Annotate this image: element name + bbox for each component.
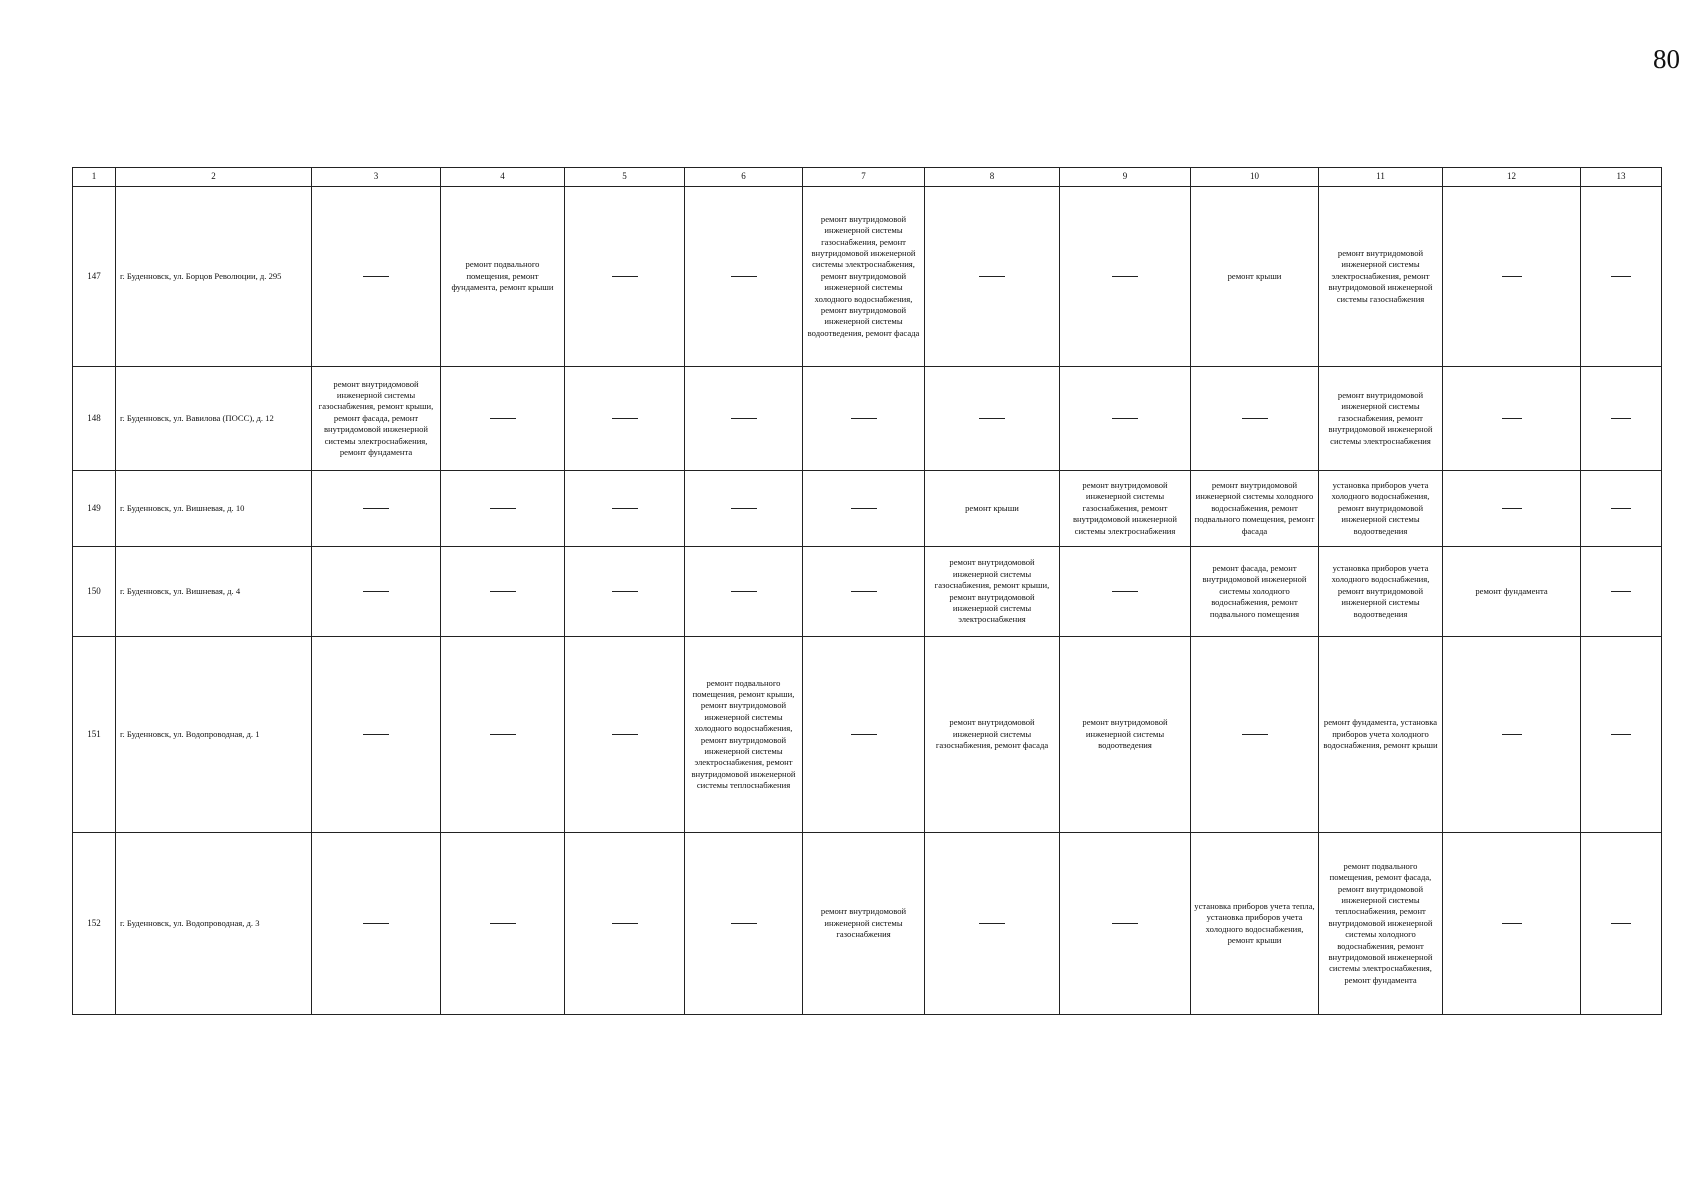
empty-dash xyxy=(363,586,389,597)
work-cell-col-7: ремонт внутридомовой инженерной системы газоснабжения, ремонт внутридомовой инженерной системы электроснабжения, ремонт внутридомовой инженерной системы холодного водоснабжения, ремонт внутридомовой инженерной системы водоотведения, ремонт фасада xyxy=(803,187,925,367)
row-number: 147 xyxy=(73,187,116,367)
empty-dash xyxy=(731,586,757,597)
work-cell-col-7 xyxy=(803,547,925,637)
work-cell-col-12 xyxy=(1443,833,1581,1015)
work-cell-col-6: ремонт подвального помещения, ремонт крыши, ремонт внутридомовой инженерной системы холодного водоснабжения, ремонт внутридомовой инженерной системы электроснабжения, ремонт внутридомовой инженерной системы теплоснабжения xyxy=(685,637,803,833)
work-cell-col-7 xyxy=(803,471,925,547)
column-header: 1 xyxy=(73,168,116,187)
work-cell-col-8 xyxy=(925,187,1060,367)
empty-dash xyxy=(1242,413,1268,424)
column-header: 5 xyxy=(565,168,685,187)
work-cell-col-11: установка приборов учета холодного водоснабжения, ремонт внутридомовой инженерной системы водоотведения xyxy=(1319,471,1443,547)
work-cell-col-10: ремонт фасада, ремонт внутридомовой инженерной системы холодного водоснабжения, ремонт подвального помещения xyxy=(1191,547,1319,637)
work-cell-col-13 xyxy=(1581,187,1662,367)
empty-dash xyxy=(1611,586,1631,597)
empty-dash xyxy=(612,586,638,597)
address-cell: г. Буденновск, ул. Вавилова (ПОСС), д. 12 xyxy=(116,367,312,471)
table-row xyxy=(73,833,1662,1015)
empty-dash xyxy=(612,729,638,740)
empty-dash xyxy=(979,271,1005,282)
work-cell-col-7: ремонт внутридомовой инженерной системы газоснабжения xyxy=(803,833,925,1015)
page-number: 80 xyxy=(1653,44,1680,74)
table-row xyxy=(73,471,1662,547)
work-cell-col-8: ремонт крыши xyxy=(925,471,1060,547)
work-cell-col-8: ремонт внутридомовой инженерной системы газоснабжения, ремонт крыши, ремонт внутридомовой инженерной системы электроснабжения xyxy=(925,547,1060,637)
work-cell-col-13 xyxy=(1581,367,1662,471)
address-cell: г. Буденновск, ул. Борцов Революции, д. 295 xyxy=(116,187,312,367)
column-header: 11 xyxy=(1319,168,1443,187)
work-cell-col-3 xyxy=(312,471,441,547)
table-row xyxy=(73,187,1662,367)
empty-dash xyxy=(1502,503,1522,514)
work-cell-col-9 xyxy=(1060,187,1191,367)
empty-dash xyxy=(490,918,516,929)
work-cell-col-13 xyxy=(1581,833,1662,1015)
empty-dash xyxy=(731,503,757,514)
empty-dash xyxy=(612,918,638,929)
table-row xyxy=(73,637,1662,833)
column-header: 9 xyxy=(1060,168,1191,187)
empty-dash xyxy=(612,503,638,514)
table-row xyxy=(73,367,1662,471)
empty-dash xyxy=(490,586,516,597)
work-cell-col-11: установка приборов учета холодного водоснабжения, ремонт внутридомовой инженерной системы водоотведения xyxy=(1319,547,1443,637)
empty-dash xyxy=(490,729,516,740)
column-header: 12 xyxy=(1443,168,1581,187)
repair-schedule-table xyxy=(72,167,1662,1015)
work-cell-col-7 xyxy=(803,637,925,833)
empty-dash xyxy=(851,413,877,424)
work-cell-col-10: ремонт крыши xyxy=(1191,187,1319,367)
work-cell-col-11: ремонт подвального помещения, ремонт фасада, ремонт внутридомовой инженерной системы теплоснабжения, ремонт внутридомовой инженерной системы холодного водоснабжения, ремонт внутридомовой инженерной системы электроснабжения, ремонт фундамента xyxy=(1319,833,1443,1015)
empty-dash xyxy=(363,503,389,514)
work-cell-col-13 xyxy=(1581,471,1662,547)
work-cell-col-7 xyxy=(803,367,925,471)
work-cell-col-11: ремонт фундамента, установка приборов учета холодного водоснабжения, ремонт крыши xyxy=(1319,637,1443,833)
work-cell-col-12 xyxy=(1443,637,1581,833)
empty-dash xyxy=(1112,918,1138,929)
column-header: 10 xyxy=(1191,168,1319,187)
column-header: 3 xyxy=(312,168,441,187)
work-cell-col-9: ремонт внутридомовой инженерной системы водоотведения xyxy=(1060,637,1191,833)
column-header: 8 xyxy=(925,168,1060,187)
empty-dash xyxy=(979,413,1005,424)
work-cell-col-5 xyxy=(565,833,685,1015)
empty-dash xyxy=(363,918,389,929)
address-cell: г. Буденновск, ул. Вишневая, д. 10 xyxy=(116,471,312,547)
empty-dash xyxy=(612,413,638,424)
empty-dash xyxy=(979,918,1005,929)
work-cell-col-6 xyxy=(685,833,803,1015)
work-cell-col-10 xyxy=(1191,367,1319,471)
empty-dash xyxy=(1242,729,1268,740)
empty-dash xyxy=(363,729,389,740)
work-cell-col-10 xyxy=(1191,637,1319,833)
work-cell-col-5 xyxy=(565,187,685,367)
work-cell-col-5 xyxy=(565,367,685,471)
empty-dash xyxy=(1611,918,1631,929)
row-number: 150 xyxy=(73,547,116,637)
work-cell-col-4 xyxy=(441,471,565,547)
column-header: 4 xyxy=(441,168,565,187)
work-cell-col-12 xyxy=(1443,367,1581,471)
empty-dash xyxy=(851,586,877,597)
work-cell-col-11: ремонт внутридомовой инженерной системы электроснабжения, ремонт внутридомовой инженерной системы газоснабжения xyxy=(1319,187,1443,367)
work-cell-col-12: ремонт фундамента xyxy=(1443,547,1581,637)
work-cell-col-6 xyxy=(685,547,803,637)
empty-dash xyxy=(490,503,516,514)
work-cell-col-8 xyxy=(925,833,1060,1015)
work-cell-col-6 xyxy=(685,187,803,367)
work-cell-col-6 xyxy=(685,367,803,471)
empty-dash xyxy=(731,918,757,929)
empty-dash xyxy=(731,271,757,282)
address-cell: г. Буденновск, ул. Водопроводная, д. 1 xyxy=(116,637,312,833)
work-cell-col-5 xyxy=(565,547,685,637)
work-cell-col-12 xyxy=(1443,471,1581,547)
work-cell-col-4: ремонт подвального помещения, ремонт фундамента, ремонт крыши xyxy=(441,187,565,367)
empty-dash xyxy=(1611,729,1631,740)
column-header: 7 xyxy=(803,168,925,187)
row-number: 151 xyxy=(73,637,116,833)
row-number: 148 xyxy=(73,367,116,471)
work-cell-col-12 xyxy=(1443,187,1581,367)
work-cell-col-3 xyxy=(312,637,441,833)
empty-dash xyxy=(363,271,389,282)
table-row xyxy=(73,547,1662,637)
work-cell-col-4 xyxy=(441,637,565,833)
work-cell-col-3 xyxy=(312,187,441,367)
row-number: 152 xyxy=(73,833,116,1015)
empty-dash xyxy=(1502,413,1522,424)
empty-dash xyxy=(490,413,516,424)
work-cell-col-9 xyxy=(1060,367,1191,471)
empty-dash xyxy=(1112,586,1138,597)
empty-dash xyxy=(1611,503,1631,514)
empty-dash xyxy=(1611,271,1631,282)
address-cell: г. Буденновск, ул. Водопроводная, д. 3 xyxy=(116,833,312,1015)
work-cell-col-4 xyxy=(441,547,565,637)
work-cell-col-11: ремонт внутридомовой инженерной системы газоснабжения, ремонт внутридомовой инженерной системы электроснабжения xyxy=(1319,367,1443,471)
empty-dash xyxy=(1502,271,1522,282)
work-cell-col-8 xyxy=(925,367,1060,471)
column-header: 6 xyxy=(685,168,803,187)
work-cell-col-3 xyxy=(312,547,441,637)
work-cell-col-9 xyxy=(1060,833,1191,1015)
column-header: 13 xyxy=(1581,168,1662,187)
work-cell-col-4 xyxy=(441,367,565,471)
header-row xyxy=(73,168,1662,187)
work-cell-col-13 xyxy=(1581,637,1662,833)
work-cell-col-4 xyxy=(441,833,565,1015)
address-cell: г. Буденновск, ул. Вишневая, д. 4 xyxy=(116,547,312,637)
empty-dash xyxy=(851,729,877,740)
work-cell-col-10: ремонт внутридомовой инженерной системы холодного водоснабжения, ремонт подвального помещения, ремонт фасада xyxy=(1191,471,1319,547)
empty-dash xyxy=(1502,729,1522,740)
work-cell-col-10: установка приборов учета тепла, установка приборов учета холодного водоснабжения, ремонт крыши xyxy=(1191,833,1319,1015)
work-cell-col-13 xyxy=(1581,547,1662,637)
work-cell-col-3: ремонт внутридомовой инженерной системы газоснабжения, ремонт крыши, ремонт фасада, ремонт внутридомовой инженерной системы электроснабжения, ремонт фундамента xyxy=(312,367,441,471)
empty-dash xyxy=(1112,271,1138,282)
empty-dash xyxy=(1502,918,1522,929)
work-cell-col-9 xyxy=(1060,547,1191,637)
row-number: 149 xyxy=(73,471,116,547)
empty-dash xyxy=(731,413,757,424)
work-cell-col-6 xyxy=(685,471,803,547)
empty-dash xyxy=(851,503,877,514)
empty-dash xyxy=(1611,413,1631,424)
work-cell-col-8: ремонт внутридомовой инженерной системы газоснабжения, ремонт фасада xyxy=(925,637,1060,833)
column-header: 2 xyxy=(116,168,312,187)
work-cell-col-9: ремонт внутридомовой инженерной системы газоснабжения, ремонт внутридомовой инженерной системы электроснабжения xyxy=(1060,471,1191,547)
empty-dash xyxy=(1112,413,1138,424)
work-cell-col-5 xyxy=(565,637,685,833)
empty-dash xyxy=(612,271,638,282)
work-cell-col-3 xyxy=(312,833,441,1015)
work-cell-col-5 xyxy=(565,471,685,547)
